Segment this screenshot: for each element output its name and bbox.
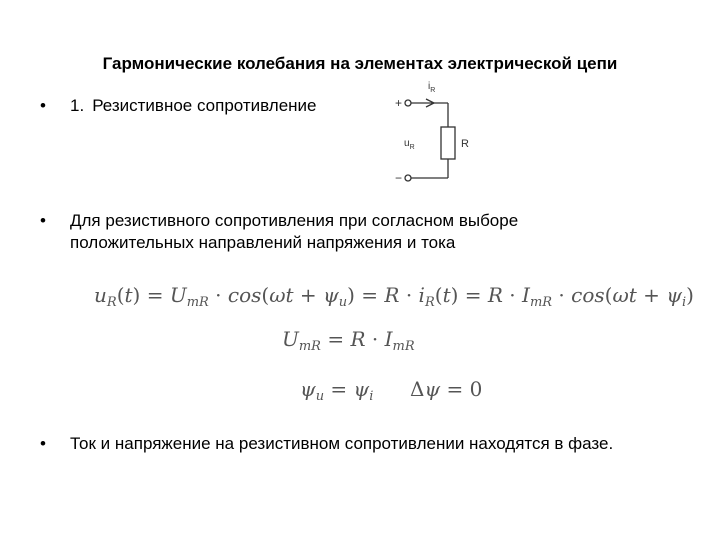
formula-4-text: Δψ = 0	[410, 377, 483, 401]
resistor-circuit-diagram	[390, 75, 480, 195]
formula-4	[410, 372, 500, 406]
bullet-dot: •	[40, 211, 46, 230]
bullet-dot: •	[40, 434, 46, 453]
bullet-dot: •	[40, 96, 46, 115]
formula-1	[94, 278, 694, 312]
bullet-item-2-text	[70, 210, 518, 254]
top-terminal	[405, 100, 411, 106]
formula-1-text: $u_R(t) = U_{mR} \cdot \cos(\omega t + \psi_u) = R \cdot i_R(t) = R \cdot I_{mR} \cdot \cos(\omega t + \psi_i)$	[94, 283, 694, 310]
current-label: $i_R$	[428, 81, 436, 94]
bullet-item-1-text	[70, 95, 317, 117]
item-label: Резистивное сопротивление	[92, 96, 317, 115]
formula-2-text: $U_{mR} = R \cdot I_{mR}$	[282, 327, 415, 354]
formula-3-text: $\psi_u = \psi_i$	[300, 377, 374, 404]
bullet-item-2-line-2: положительных направлений напряжения и тока	[70, 233, 456, 252]
slide-title: Гармонические колебания на элементах электрической цепи	[102, 54, 618, 73]
item-number: 1.	[70, 96, 85, 115]
formula-2	[282, 322, 442, 356]
bullet-item-3-text: Ток и напряжение на резистивном сопротивлении находятся в фазе.	[70, 434, 614, 453]
resistor-label: R	[461, 138, 469, 150]
resistor-symbol	[441, 127, 455, 159]
minus-sign: −	[395, 171, 403, 185]
bottom-terminal	[405, 175, 411, 181]
voltage-label: $u_R$	[404, 138, 415, 151]
plus-sign: +	[395, 96, 403, 110]
bullet-item-2-line-1: Для резистивного сопротивления при согласном выборе	[70, 211, 519, 230]
formula-3	[300, 372, 390, 406]
